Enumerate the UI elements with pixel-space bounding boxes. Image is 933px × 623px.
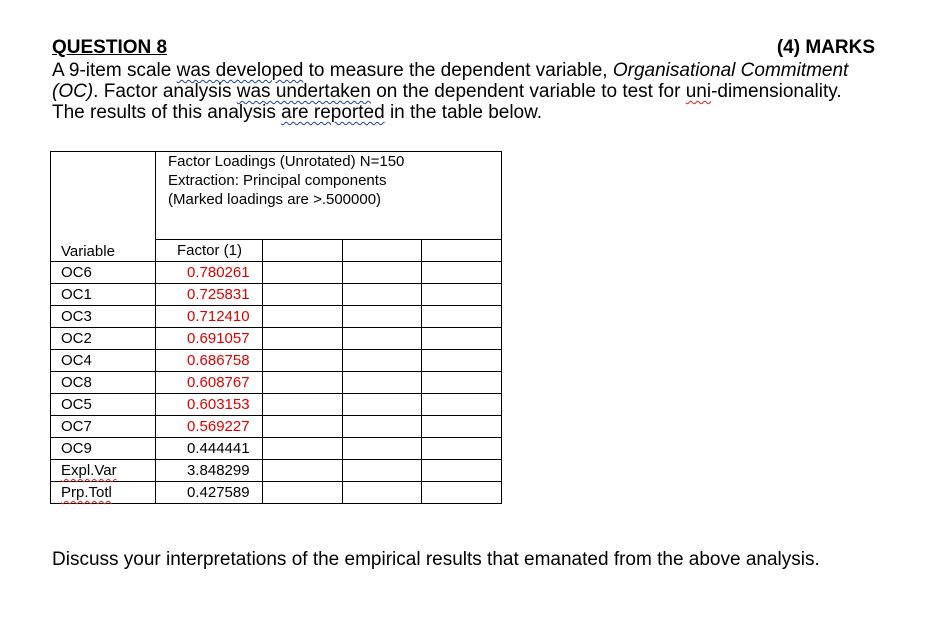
empty-cell: [263, 350, 343, 372]
variable-name: Prp.Totl: [61, 484, 112, 501]
intro-text: in the table below.: [384, 102, 543, 123]
intro-text: are reported: [281, 102, 385, 123]
empty-cell: [263, 394, 343, 416]
empty-cell: [263, 240, 343, 262]
table-caption-cell: [156, 152, 502, 240]
empty-cell: [263, 328, 343, 350]
empty-cell: [343, 416, 422, 438]
table-row: [51, 416, 502, 438]
empty-cell: [422, 240, 502, 262]
empty-cell: [422, 284, 502, 306]
empty-cell: [263, 438, 343, 460]
empty-cell: [343, 284, 422, 306]
table-row: [51, 262, 502, 284]
table-row: [51, 438, 502, 460]
caption-line: Extraction: Principal components: [168, 172, 387, 189]
loading-value: 0.712410: [156, 306, 263, 328]
intro-text: was undertaken: [236, 81, 371, 102]
empty-cell: [263, 416, 343, 438]
empty-cell: [263, 482, 343, 504]
caption-line: Factor Loadings (Unrotated) N=150: [168, 153, 405, 170]
loading-value: 0.444441: [156, 438, 263, 460]
empty-cell: [343, 262, 422, 284]
intro-text: A 9-item scale: [52, 60, 177, 81]
intro-line-3: [52, 102, 912, 123]
loading-value: 0.691057: [156, 328, 263, 350]
variable-name: OC5: [61, 396, 92, 413]
intro-line-2: [52, 81, 912, 102]
intro-text-italic: Organisational Commitment: [612, 60, 849, 81]
empty-cell: [343, 482, 422, 504]
variable-cell: [51, 372, 156, 394]
loading-value: 0.686758: [156, 350, 263, 372]
table-row: [51, 284, 502, 306]
intro-text-italic: (OC): [52, 81, 94, 102]
variable-label: Variable: [61, 243, 115, 260]
variable-cell: [51, 350, 156, 372]
intro-line-1: [52, 60, 912, 81]
variable-cell: [51, 482, 156, 504]
question-heading: [52, 37, 875, 59]
table-row: [51, 482, 502, 504]
intro-text: to measure the dependent variable,: [303, 60, 613, 81]
empty-cell: [343, 328, 422, 350]
question-intro: [52, 60, 912, 123]
table-row: [51, 372, 502, 394]
variable-name: Expl.Var: [61, 462, 117, 479]
table-row: [51, 306, 502, 328]
empty-cell: [343, 460, 422, 482]
intro-text: on the dependent variable to test for: [370, 81, 686, 102]
empty-cell: [263, 306, 343, 328]
variable-cell: [51, 460, 156, 482]
intro-text: -dimensionality.: [711, 81, 842, 102]
empty-cell: [343, 306, 422, 328]
loading-value: 0.608767: [156, 372, 263, 394]
table-row: [51, 460, 502, 482]
factor-loadings-table: [50, 151, 502, 504]
loading-value: 0.603153: [156, 394, 263, 416]
variable-name: OC6: [61, 264, 92, 281]
empty-cell: [422, 372, 502, 394]
variable-name: OC1: [61, 286, 92, 303]
empty-cell: [422, 460, 502, 482]
intro-text: The results of this analysis: [52, 102, 282, 123]
table-header-row: [51, 152, 502, 240]
empty-cell: [343, 372, 422, 394]
variable-name: OC7: [61, 418, 92, 435]
empty-cell: [422, 306, 502, 328]
empty-cell: [422, 262, 502, 284]
empty-cell: [422, 416, 502, 438]
variable-name: OC8: [61, 374, 92, 391]
variable-cell: [51, 394, 156, 416]
variable-name: OC9: [61, 440, 92, 457]
intro-text: uni: [685, 81, 712, 102]
variable-cell: [51, 416, 156, 438]
empty-cell: [263, 262, 343, 284]
empty-cell: [422, 438, 502, 460]
variable-cell: [51, 262, 156, 284]
empty-cell: [343, 350, 422, 372]
empty-cell: [263, 460, 343, 482]
loading-value: 0.427589: [156, 482, 263, 504]
caption-line: (Marked loadings are >.500000): [168, 191, 382, 208]
variable-cell: [51, 438, 156, 460]
empty-cell: [422, 482, 502, 504]
intro-text: was developed: [176, 60, 304, 81]
empty-cell: [422, 394, 502, 416]
loading-value: 3.848299: [156, 460, 263, 482]
empty-cell: [343, 394, 422, 416]
loading-value: 0.780261: [156, 262, 263, 284]
empty-cell: [422, 328, 502, 350]
factor-label: Factor (1): [156, 240, 263, 262]
empty-cell: [263, 372, 343, 394]
question-title: QUESTION 8: [52, 37, 168, 58]
intro-text: . Factor analysis: [93, 81, 237, 102]
empty-cell: [343, 438, 422, 460]
empty-cell: [343, 240, 422, 262]
empty-cell: [263, 284, 343, 306]
empty-cell: [422, 350, 502, 372]
variable-name: OC2: [61, 330, 92, 347]
variable-cell: [51, 328, 156, 350]
table-row: [51, 328, 502, 350]
variable-cell: [51, 284, 156, 306]
variable-cell: [51, 306, 156, 328]
loading-value: 0.569227: [156, 416, 263, 438]
table-row: [51, 394, 502, 416]
variable-name: OC4: [61, 352, 92, 369]
variable-header-cell: [51, 152, 156, 262]
variable-name: OC3: [61, 308, 92, 325]
loading-value: 0.725831: [156, 284, 263, 306]
question-marks: (4) MARKS: [776, 37, 875, 58]
table-row: [51, 350, 502, 372]
discussion-prompt: Discuss your interpretations of the empirical results that emanated from the above analysis.: [52, 549, 820, 570]
